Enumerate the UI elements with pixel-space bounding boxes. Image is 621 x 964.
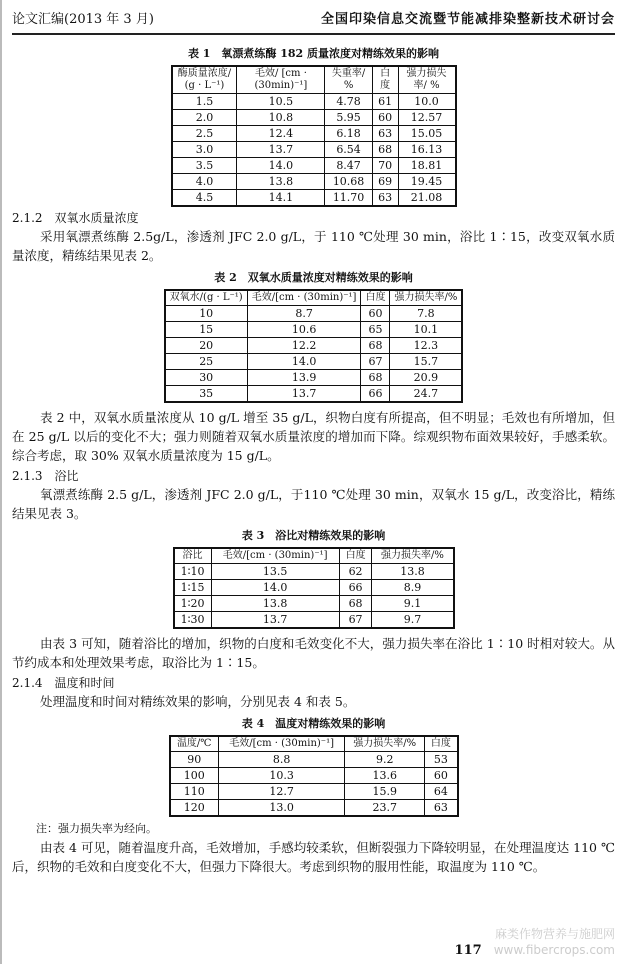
table-cell: 61 (372, 94, 398, 110)
table-cell: 100 (170, 768, 219, 784)
table-cell: 9.1 (372, 596, 454, 612)
column-header: 白度 (372, 66, 398, 94)
table-cell: 13.8 (372, 564, 454, 580)
table4-discussion-paragraph: 由表 4 可见，随着温度升高，毛效增加，手感均较柔软，但断裂强力下降较明显，在处理温度达 110 ℃后，织物的毛效和白度变化不大，但强力下降很大。考虑到织物的服用性能，取温度为 110 ℃。 (12, 840, 615, 874)
table-cell: 10.8 (237, 110, 325, 126)
table-cell: 68 (361, 370, 390, 386)
page-footer (12, 926, 615, 958)
table-header-row (165, 290, 463, 306)
watermark (494, 926, 615, 958)
column-header: 强力损失率/% (372, 548, 454, 564)
table-cell: 4.78 (325, 94, 372, 110)
watermark-line2: www.fibercrops.com (493, 943, 615, 957)
table-header-row (172, 66, 456, 94)
table2-discussion-paragraph: 表 2 中，双氧水质量浓度从 10 g/L 增至 35 g/L，织物白度有所提高，但不明显；毛效也有所增加，但在 25 g/L 以后的变化不大；强力则随着双氧水质量浓度的增加而下降。综观织物布面效果较好，手感柔软。综合考虑，取 30% 双氧水质量浓度为 15 g/L。 (12, 410, 615, 463)
table-cell: 6.54 (325, 142, 372, 158)
table-cell: 66 (339, 580, 372, 596)
table-cell: 23.7 (345, 800, 425, 817)
table-cell: 21.08 (398, 190, 455, 207)
table-cell: 15.05 (398, 126, 455, 142)
table-cell: 24.7 (390, 386, 462, 403)
table4 (169, 735, 459, 817)
table-cell: 9.2 (345, 752, 425, 768)
table-cell: 4.0 (172, 174, 237, 190)
table-row (165, 386, 463, 403)
table-cell: 10.6 (247, 322, 361, 338)
table-row (172, 126, 456, 142)
table-row (165, 354, 463, 370)
table-cell: 90 (170, 752, 219, 768)
table-row (170, 784, 458, 800)
table-cell: 68 (339, 596, 372, 612)
table-cell: 2.0 (172, 110, 237, 126)
table-cell: 19.45 (398, 174, 455, 190)
table-cell: 13.7 (237, 142, 325, 158)
table-cell: 18.81 (398, 158, 455, 174)
table-cell: 5.95 (325, 110, 372, 126)
table1-caption: 表 1 氧漂煮练酶 182 质量浓度对精练效果的影响 (187, 47, 440, 60)
section-2-1-4-title: 2.1.4 温度和时间 (12, 676, 115, 690)
table-cell: 8.8 (218, 752, 344, 768)
table-cell: 65 (361, 322, 390, 338)
table3-discussion-paragraph: 由表 3 可知，随着浴比的增加，织物的白度和毛效变化不大，强力损失率在浴比 1∶10 时相对较大。从节约成本和处理效果考虑，取浴比为 1∶15。 (12, 636, 615, 670)
column-header: 温度/℃ (170, 736, 219, 752)
table-cell: 1∶15 (174, 580, 212, 596)
table-cell: 3.5 (172, 158, 237, 174)
table-cell: 14.0 (211, 580, 339, 596)
section-2-1-2-paragraph: 采用氧漂煮练酶 2.5g/L，渗透剂 JFC 2.0 g/L，于 110 ℃处理 30 min，浴比 1∶15，改变双氧水质量浓度，精练结果见表 2。 (12, 229, 615, 263)
watermark-line1: 麻类作物营养与施肥网 (494, 927, 615, 941)
table-row (172, 142, 456, 158)
running-header (12, 8, 615, 35)
running-header-right: 全国印染信息交流暨节能减排染整新技术研讨会 (320, 12, 615, 27)
table-row (165, 370, 463, 386)
table-row (165, 338, 463, 354)
table-cell: 110 (170, 784, 219, 800)
table1 (171, 65, 457, 207)
table-cell: 12.3 (390, 338, 462, 354)
table-header-row (174, 548, 454, 564)
table-cell: 25 (165, 354, 248, 370)
table-cell: 13.8 (237, 174, 325, 190)
table-cell: 68 (372, 142, 398, 158)
table-cell: 13.7 (247, 386, 361, 403)
column-header: 酶质量浓度/ (g · L⁻¹) (172, 66, 237, 94)
column-header: 毛效/[cm · (30min)⁻¹] (218, 736, 344, 752)
table-cell: 8.7 (247, 306, 361, 322)
table-cell: 63 (372, 190, 398, 207)
table-cell: 1∶10 (174, 564, 212, 580)
table-cell: 14.0 (247, 354, 361, 370)
table-row (172, 174, 456, 190)
section-2-1-2-title: 2.1.2 双氧水质量浓度 (12, 211, 139, 225)
table-row (170, 752, 458, 768)
table-cell: 16.13 (398, 142, 455, 158)
column-header: 白度 (361, 290, 390, 306)
column-header: 强力损失率/% (390, 290, 462, 306)
table-row (174, 596, 454, 612)
table-cell: 20 (165, 338, 248, 354)
table-cell: 1.5 (172, 94, 237, 110)
table-cell: 10 (165, 306, 248, 322)
table-cell: 8.47 (325, 158, 372, 174)
table-cell: 6.18 (325, 126, 372, 142)
table-row (170, 800, 458, 817)
table-cell: 7.8 (390, 306, 462, 322)
table-cell: 67 (339, 612, 372, 629)
table-cell: 1∶30 (174, 612, 212, 629)
table-cell: 15.7 (390, 354, 462, 370)
column-header: 浴比 (174, 548, 212, 564)
running-header-left: 论文汇编(2013 年 3 月) (12, 12, 154, 27)
column-header: 毛效/ [cm · (30min)⁻¹] (237, 66, 325, 94)
table-cell: 63 (372, 126, 398, 142)
table-row (174, 580, 454, 596)
blank-space (12, 876, 615, 916)
table3-caption: 表 3 浴比对精练效果的影响 (241, 529, 386, 542)
table-cell: 64 (425, 784, 458, 800)
column-header: 失重率/ % (325, 66, 372, 94)
table-row (165, 306, 463, 322)
table-cell: 66 (361, 386, 390, 403)
table-cell: 13.7 (211, 612, 339, 629)
table2 (164, 289, 464, 403)
table-cell: 30 (165, 370, 248, 386)
table-row (174, 612, 454, 629)
table-cell: 10.68 (325, 174, 372, 190)
table-cell: 12.2 (247, 338, 361, 354)
table-cell: 8.9 (372, 580, 454, 596)
table-cell: 13.6 (345, 768, 425, 784)
table-cell: 14.1 (237, 190, 325, 207)
table-cell: 63 (425, 800, 458, 817)
table-cell: 70 (372, 158, 398, 174)
table-cell: 10.5 (237, 94, 325, 110)
section-2-1-3-paragraph: 氧漂煮练酶 2.5 g/L，渗透剂 JFC 2.0 g/L，于110 ℃处理 30 min，双氧水 15 g/L，改变浴比，精练结果见表 3。 (12, 487, 615, 521)
table-cell: 12.7 (218, 784, 344, 800)
table-cell: 12.4 (237, 126, 325, 142)
table4-note: 注：强力损失率为经向。 (36, 822, 157, 835)
table-row (174, 564, 454, 580)
table-cell: 13.8 (211, 596, 339, 612)
table-cell: 3.0 (172, 142, 237, 158)
table-header-row (170, 736, 458, 752)
table-cell: 13.9 (247, 370, 361, 386)
table-cell: 11.70 (325, 190, 372, 207)
table-cell: 2.5 (172, 126, 237, 142)
table-row (170, 768, 458, 784)
table-cell: 9.7 (372, 612, 454, 629)
table-row (172, 158, 456, 174)
section-2-1-3-title: 2.1.3 浴比 (12, 469, 79, 483)
table-cell: 60 (425, 768, 458, 784)
table-cell: 67 (361, 354, 390, 370)
column-header: 白度 (339, 548, 372, 564)
table-cell: 15.9 (345, 784, 425, 800)
column-header: 强力损失率/% (345, 736, 425, 752)
section-2-1-4-paragraph: 处理温度和时间对精练效果的影响，分别见表 4 和表 5。 (40, 694, 356, 709)
table-cell: 1∶20 (174, 596, 212, 612)
table-cell: 10.3 (218, 768, 344, 784)
column-header: 毛效/[cm · (30min)⁻¹] (211, 548, 339, 564)
table2-caption: 表 2 双氧水质量浓度对精练效果的影响 (214, 271, 413, 284)
column-header: 毛效/[cm · (30min)⁻¹] (247, 290, 361, 306)
table-cell: 53 (425, 752, 458, 768)
table-cell: 68 (361, 338, 390, 354)
table-cell: 69 (372, 174, 398, 190)
table-cell: 60 (361, 306, 390, 322)
table-cell: 15 (165, 322, 248, 338)
table-cell: 13.0 (218, 800, 344, 817)
table-cell: 62 (339, 564, 372, 580)
table-row (172, 190, 456, 207)
table-cell: 20.9 (390, 370, 462, 386)
table-cell: 12.57 (398, 110, 455, 126)
table-row (172, 110, 456, 126)
table-cell: 35 (165, 386, 248, 403)
table-cell: 14.0 (237, 158, 325, 174)
table-cell: 60 (372, 110, 398, 126)
column-header: 强力损失率/ % (398, 66, 455, 94)
table-row (165, 322, 463, 338)
column-header: 双氧水/(g · L⁻¹) (165, 290, 248, 306)
table-cell: 10.0 (398, 94, 455, 110)
table-row (172, 94, 456, 110)
table-cell: 120 (170, 800, 219, 817)
table-cell: 10.1 (390, 322, 462, 338)
page-number: 117 (454, 943, 482, 958)
table-cell: 13.5 (211, 564, 339, 580)
table4-caption: 表 4 温度对精练效果的影响 (241, 717, 386, 730)
column-header: 白度 (425, 736, 458, 752)
table-cell: 4.5 (172, 190, 237, 207)
table3 (173, 547, 455, 629)
